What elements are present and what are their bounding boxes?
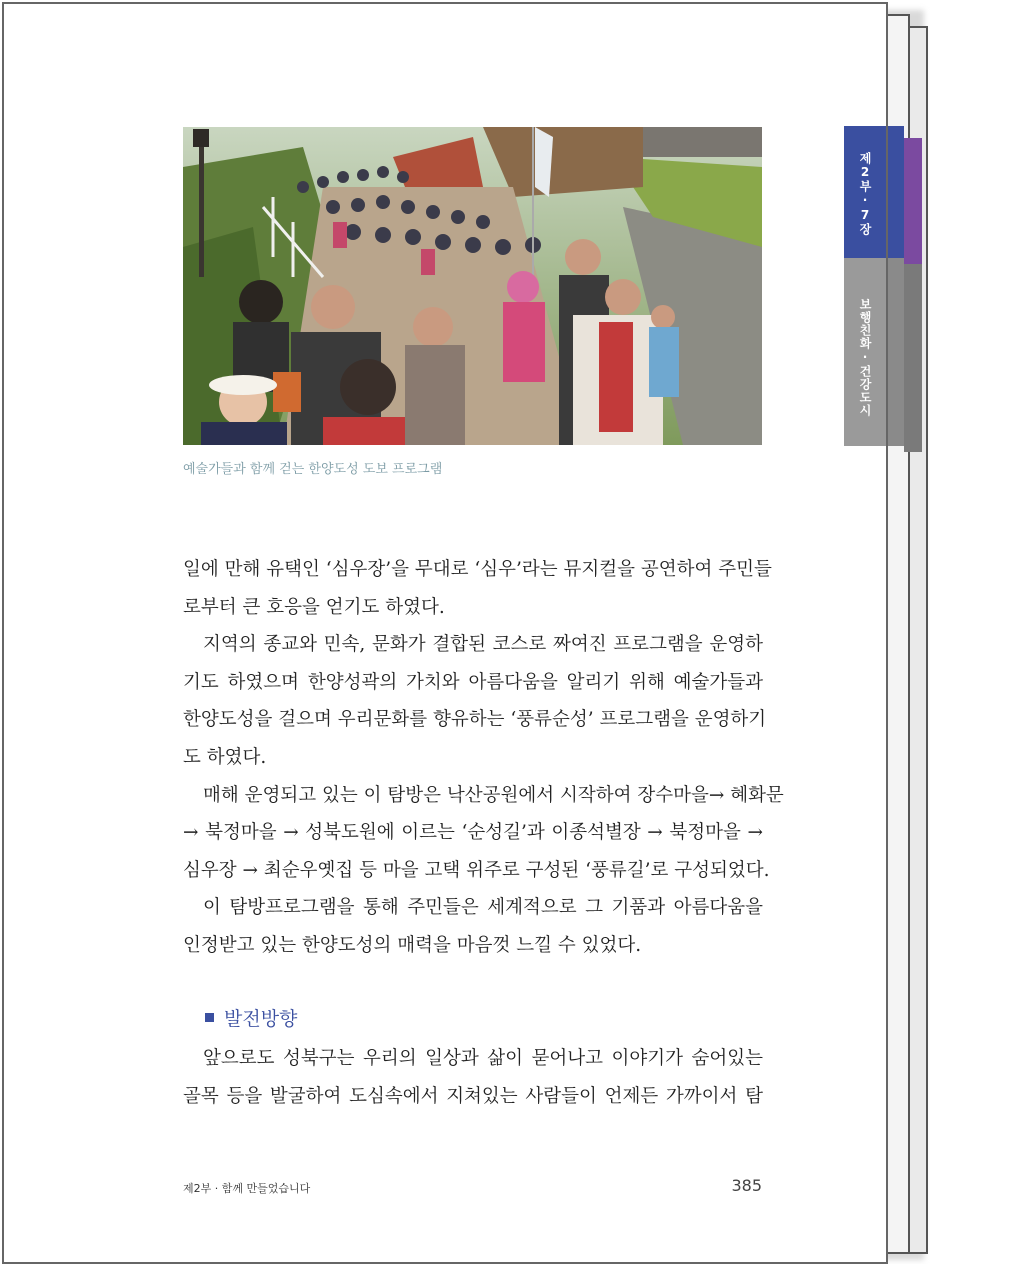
walking-program-photo [183,127,762,445]
section-tab-middle [886,258,904,446]
body-line: 인정받고 있는 한양도성의 매력을 마음껏 느낄 수 있었다. [183,934,642,956]
page-number: 385 [731,1176,762,1195]
section-tab [844,258,886,446]
photo-caption: 예술가들과 함께 걷는 한양도성 도보 프로그램 [183,462,443,477]
chapter-tab-label: 제2부·7장 [858,152,872,236]
body-line: 일에 만해 유택인 ‘심우장’을 무대로 ‘심우’라는 뮤지컬을 공연하여 주민들 [183,559,772,580]
body-line: 기도 하였으며 한양성곽의 가치와 아름다움을 알리기 위해 예술가들과 [183,671,763,693]
photo-illustration [183,127,762,445]
section-heading-text: 발전방향 [224,1008,298,1030]
body-line: 심우장 → 최순우옛집 등 마을 고택 위주로 구성된 ‘풍류길’로 구성되었다. [183,859,770,881]
section-paragraph [183,1040,763,1115]
body-line: 이 탐방프로그램을 통해 주민들은 세계적으로 그 기품과 아름다움을 [203,897,763,919]
running-footer: 제2부 · 함께 만들었습니다 [183,1182,311,1195]
chapter-tab-back [904,138,922,264]
section-tab-label: 보행친화·건강도시 [858,298,872,417]
body-line: 도 하였다. [183,746,267,768]
body-line: 지역의 종교와 민속, 문화가 결합된 코스로 짜여진 프로그램을 운영하 [203,634,763,656]
body-line: → 북정마을 → 성북도원에 이르는 ‘순성길’과 이종석별장 → 북정마을 → [183,822,763,844]
body-paragraphs [183,551,784,965]
chapter-tab [844,126,886,258]
body-line: 앞으로도 성북구는 우리의 일상과 삶이 묻어나고 이야기가 숨어있는 [203,1048,763,1069]
section-tab-back [904,264,922,452]
body-line: 골목 등을 발굴하여 도심속에서 지쳐있는 사람들이 언제든 가까이서 탐 [183,1085,763,1107]
section-heading [205,1004,297,1031]
body-line: 한양도성을 걸으며 우리문화를 향유하는 ‘풍류순성’ 프로그램을 운영하기 [183,709,767,731]
square-bullet-icon [205,1013,214,1022]
body-line: 매해 운영되고 있는 이 탐방은 낙산공원에서 시작하여 장수마을→ 혜화문 [203,784,784,806]
chapter-tab-middle [886,126,904,258]
body-line: 로부터 큰 호응을 얻기도 하였다. [183,596,445,618]
